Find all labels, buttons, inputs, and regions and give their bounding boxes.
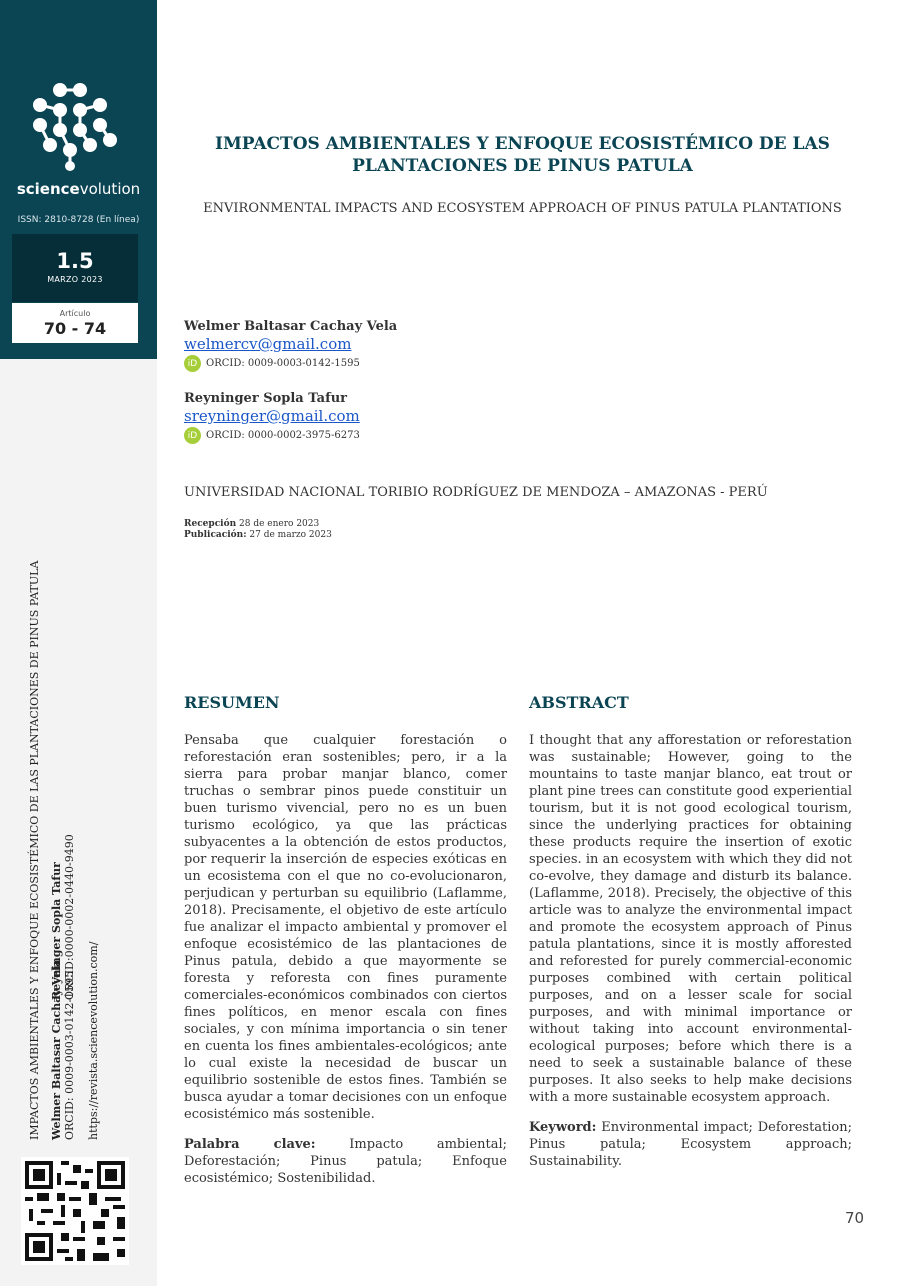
orcid-text[interactable]: ORCID: 0000-0002-3975-6273 xyxy=(206,430,360,441)
issn: ISSN: 2810-8728 (En línea) xyxy=(17,215,140,225)
article-pages: 70 - 74 xyxy=(43,319,107,338)
publication-date: Publicación: 27 de marzo 2023 xyxy=(184,530,332,540)
dates xyxy=(184,519,332,541)
orcid-icon: iD xyxy=(184,427,201,444)
author-name: Reyninger Sopla Tafur xyxy=(184,391,347,406)
author-orcid[interactable] xyxy=(184,355,584,372)
page-number: 70 xyxy=(845,1209,865,1227)
article-label: Artículo xyxy=(59,309,91,318)
vertical-author1: Welmer Baltasar Cachay Vela ORCID: 0009-0003-0142-1595 xyxy=(50,959,76,1140)
vertical-author2-block: Reyninger Sopla Tafur ORCID:0000-0002-0440-9490 xyxy=(50,834,76,1000)
abstract-heading: ABSTRACT xyxy=(529,693,629,712)
vertical-title: IMPACTOS AMBIENTALES Y ENFOQUE ECOSISTÉMICO DE LAS PLANTACIONES DE PINUS PATULA xyxy=(28,560,41,1140)
author-orcid[interactable] xyxy=(184,427,584,444)
article-box xyxy=(12,303,138,343)
university: UNIVERSIDAD NACIONAL TORIBIO RODRÍGUEZ DE MENDOZA – AMAZONAS - PERÚ xyxy=(184,485,768,500)
orcid-icon: iD xyxy=(184,355,201,372)
author-email-link[interactable]: welmercv@gmail.com xyxy=(184,335,352,353)
vertical-url[interactable]: https://revista.sciencevolution.com/ xyxy=(87,941,100,1140)
resumen-keywords: Palabra clave: Impacto ambiental; Deforestación; Pinus patula; Enfoque ecosistémico; Sostenibilidad. xyxy=(184,1137,507,1186)
volume-number: 1.5 xyxy=(56,249,94,273)
abstract-body: I thought that any afforestation or reforestation was sustainable; However, going to the mountains to taste manjar blanco, eat trout or plant pine trees can constitute good experiential tourism, but it is not good ecological tourism, since the underlying practices for obtaining these products require the insertion of exotic species. in an ecosystem with which they did not co-evolve, they damage and disturb its balance. (Laflamme, 2018). Precisely, the objective of this article was to analyze the environmental impact and promote the ecosystem approach of Pinus patula plantations, since it is mostly afforested and reforested for purely commercial-economic purposes combined with certain political purposes, and on a lesser scale for social purposes, and with minimal importance or without taking into account environmental-ecological purposes; before which there is a need to seek a sustainable balance of these purposes. It also seeks to help make decisions with a more sustainable ecosystem approach. xyxy=(529,733,852,1105)
author-block-1 xyxy=(184,319,584,372)
qr-code-icon[interactable] xyxy=(21,1157,129,1265)
sidebar-header xyxy=(0,0,157,359)
abstract-section xyxy=(529,693,852,1170)
resumen-section xyxy=(184,693,507,1187)
resumen-body: Pensaba que cualquier forestación o reforestación eran sostenibles; pero, ir a la sierra para probar manjar blanco, comer truchas o sembrar pinos puede constituir un buen turismo vivencial, pero no es un buen turismo ecológico, ya que las prácticas subyacentes a la obtención de estos productos, por requerir la inserción de especies exóticas en un ecosistema con el que no co-evolucionaron, perjudican y perturban su equilibrio (Laflamme, 2018). Precisamente, el objetivo de este artículo fue analizar el impacto ambiental y promover el enfoque ecosistémico de las plantaciones de Pinus patula, debido a que mayormente se foresta y reforesta con fines puramente comerciales-económicos combinados con ciertos fines políticos, en menor escala con fines sociales, y con mínima importancia o sin tener en cuenta los fines ambientales-ecológicos; ante lo cual existe la necesidad de buscar un equilibrio sostenible de estos fines. También se busca ayudar a tomar decisiones con un enfoque ecosistémico más sostenible. xyxy=(184,733,507,1122)
abstract-keywords: Keyword: Environmental impact; Deforestation; Pinus patula; Ecosystem approach; Sustainability. xyxy=(529,1120,853,1169)
issue-month: MARZO 2023 xyxy=(47,275,103,284)
volume-box xyxy=(12,234,138,302)
article-title: IMPACTOS AMBIENTALES Y ENFOQUE ECOSISTÉMICO DE LAS PLANTACIONES DE PINUS PATULA xyxy=(215,134,830,176)
orcid-text[interactable]: ORCID: 0009-0003-0142-1595 xyxy=(206,358,360,369)
reception-date: Recepción 28 de enero 2023 xyxy=(184,519,320,529)
resumen-heading: RESUMEN xyxy=(184,693,280,712)
article-subtitle: ENVIRONMENTAL IMPACTS AND ECOSYSTEM APPROACH OF PINUS PATULA PLANTATIONS xyxy=(203,201,842,216)
sidebar xyxy=(0,0,157,1286)
author-name: Welmer Baltasar Cachay Vela xyxy=(184,319,398,334)
sciencevolution-logo-icon xyxy=(28,78,122,172)
author-email-link[interactable]: sreyninger@gmail.com xyxy=(184,407,360,425)
author-block-2 xyxy=(184,391,584,444)
brand-name: sciencevolution xyxy=(16,180,141,198)
